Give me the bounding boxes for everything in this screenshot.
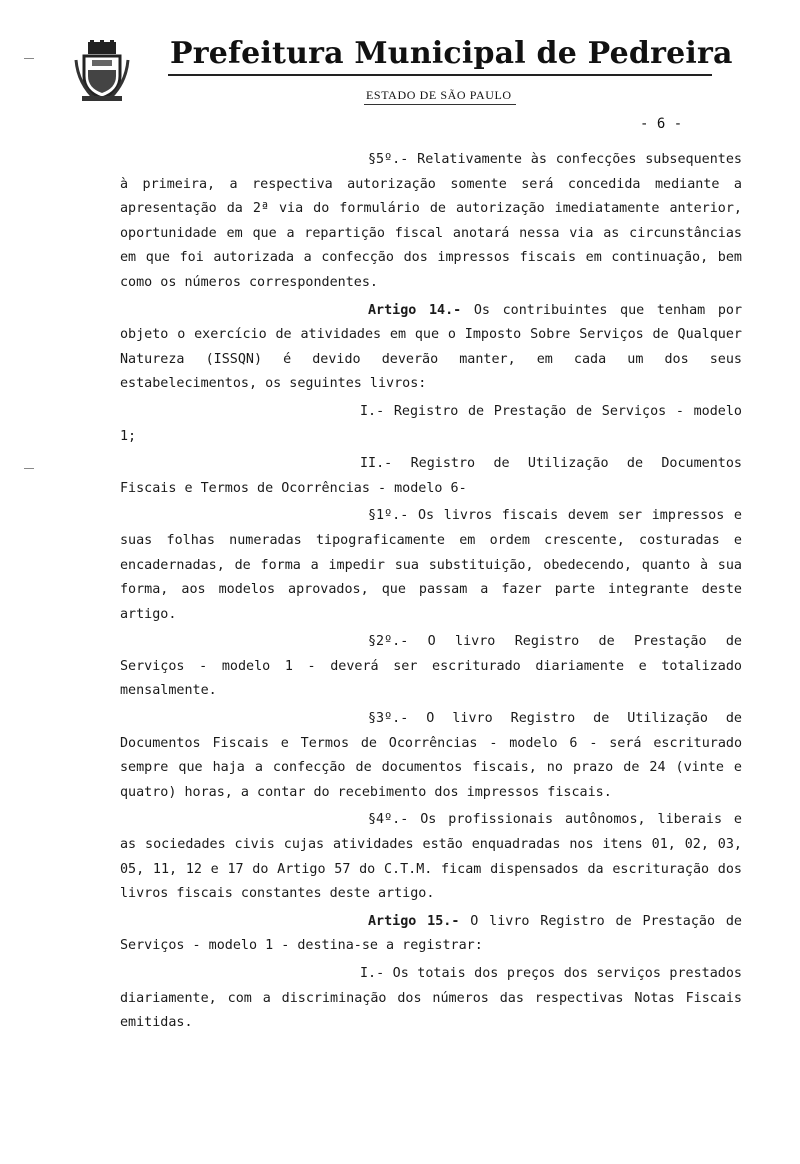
article-14 [120,299,742,397]
paragraph-text: Os profissionais autônomos, liberais e as sociedades civis cujas atividades estão enquadradas nos itens 01, 02, 03, 05, 11, 12 e 17 do Artigo 57 do C.T.M. ficam dispensados da escrituração dos livros fiscais constantes deste artigo. [120,812,742,902]
page-number: - 6 - [640,116,683,132]
page-title: Prefeitura Municipal de Pedreira [170,36,733,71]
paragraph-5 [120,148,742,296]
article-14-item-1: I.- Registro de Prestação de Serviços - modelo 1; [120,403,742,444]
article-14-item-2: II.- Registro de Utilização de Documentos Fiscais e Termos de Ocorrências - modelo 6- [120,456,742,496]
article-text: O livro Registro de Prestação de Serviços - modelo 1 - destina-se a registrar: [120,913,742,954]
paragraph-2 [120,630,742,704]
coat-of-arms-icon [74,40,130,102]
margin-mark [24,58,34,59]
article-label: Artigo 14.- [368,302,462,318]
paragraph-text: Os livros fiscais devem ser impressos e suas folhas numeradas tipograficamente em ordem crescente, costuradas e encadernadas, de forma a impedir sua substituição, obedecendo, quanto à sua forma, aos modelos aprovados, que passam a fazer parte integrante deste artigo. [120,508,742,622]
document-body [120,148,742,1039]
paragraph-4 [120,808,742,906]
subtitle-underline [364,104,516,105]
paragraph-label: §4º.- [368,812,409,828]
article-text: Os contribuintes que tenham por objeto o exercício de atividades em que o Imposto Sobre Serviços de Qualquer Natureza (ISSQN) é devido deverão manter, em cada um dos seus estabelecimentos, os seguintes livros: [120,302,743,392]
margin-mark [24,468,34,469]
paragraph-1 [120,504,742,627]
paragraph-label: §3º.- [368,711,409,727]
state-subtitle: ESTADO DE SÃO PAULO [366,88,512,102]
letterhead [0,0,800,140]
article-15-item-1: I.- Os totais dos preços dos serviços prestados diariamente, com a discriminação dos números das respectivas Notas Fiscais emitidas. [120,966,742,1031]
paragraph-3 [120,707,742,805]
paragraph-text: O livro Registro de Utilização de Documentos Fiscais e Termos de Ocorrências - modelo 6 - será escriturado sempre que haja a confecção de documentos fiscais, no prazo de 24 (vinte e quatro) horas, a contar do recebimento dos impressos fiscais. [120,711,742,800]
article-15 [120,910,742,959]
paragraph-label: §2º.- [368,634,409,650]
paragraph-label: §1º.- [368,508,409,524]
paragraph-label: §5º.- [368,152,409,167]
article-label: Artigo 15.- [368,913,460,929]
paragraph-text: O livro Registro de Prestação de Serviços - modelo 1 - deverá ser escriturado diariamente e totalizado mensalmente. [120,634,742,699]
paragraph-text: Relativamente às confecções subsequentes à primeira, a respectiva autorização somente será concedida mediante a apresentação da 2ª via do formulário de autorização imediatamente anterior, oportunidade em que a repartição fiscal anotará nessa via as circunstâncias em que foi autorizada a confecção dos impressos fiscais em continuação, bem como os números correspondentes. [120,152,742,290]
title-underline [168,74,712,76]
